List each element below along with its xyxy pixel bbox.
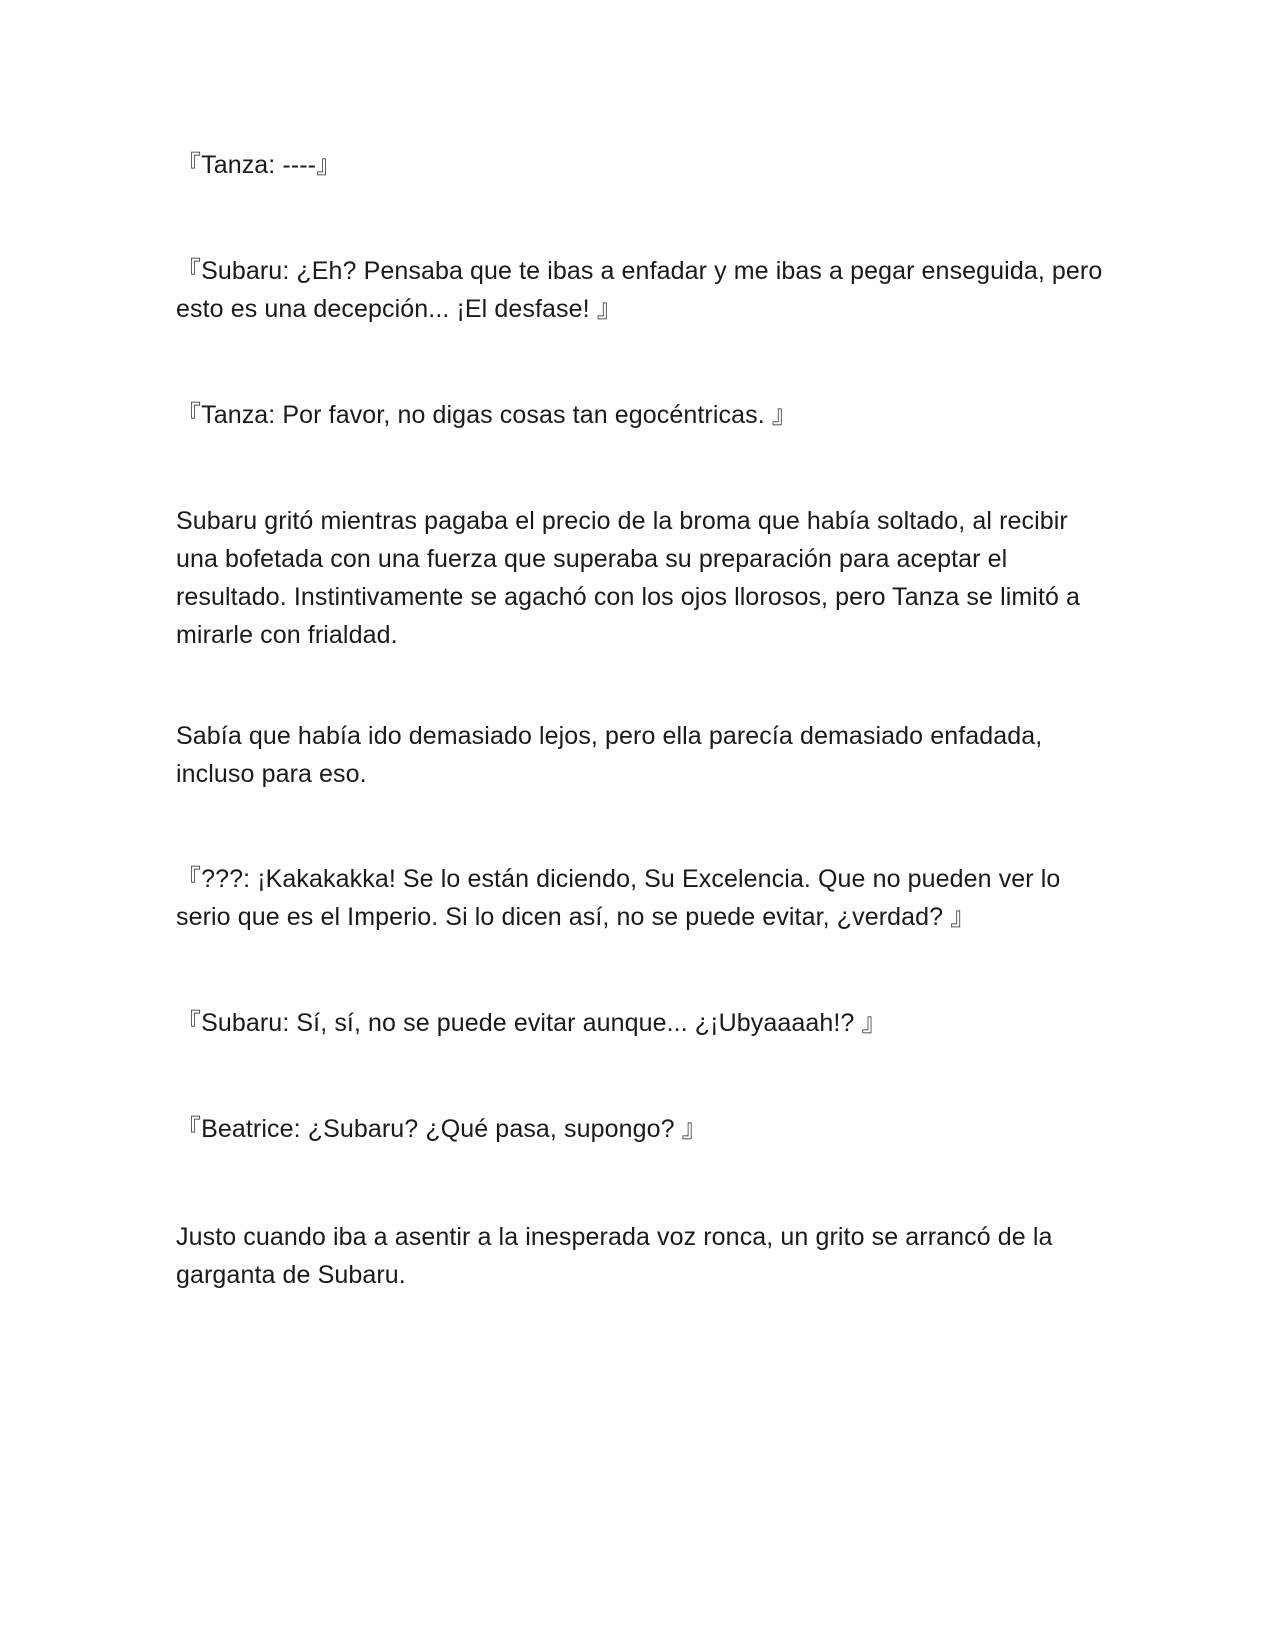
paragraph-unknown-speaker: 『???: ¡Kakakakka! Se lo están diciendo, Su Excelencia. Que no pueden ver lo serio que es el Imperio. Si lo dicen así, no se puede evitar, ¿verdad? 』 <box>176 865 1068 931</box>
paragraph-narration-2: Sabía que había ido demasiado lejos, pero ella parecía demasiado enfadada, incluso para eso. <box>176 722 1050 788</box>
paragraph-subaru-2: 『Subaru: Sí, sí, no se puede evitar aunque... ¿¡Ubyaaaah!? 』 <box>176 1009 887 1037</box>
paragraph-subaru-1: 『Subaru: ¿Eh? Pensaba que te ibas a enfadar y me ibas a pegar enseguida, pero esto es una decepción... ¡El desfase! 』 <box>176 257 1110 323</box>
paragraph-tanza-2: 『Tanza: Por favor, no digas cosas tan egocéntricas. 』 <box>176 401 797 429</box>
paragraph-narration-3: Justo cuando iba a asentir a la inesperada voz ronca, un grito se arrancó de la garganta de Subaru. <box>176 1223 1060 1289</box>
paragraph-narration-1: Subaru gritó mientras pagaba el precio de la broma que había soltado, al recibir una bofetada con una fuerza que superaba su preparación para aceptar el resultado. Instintivamente se agachó con los ojos llorosos, pero Tanza se limitó a mirarle con frialdad. <box>176 507 1088 649</box>
paragraph-tanza-1: 『Tanza: ----』 <box>176 151 342 179</box>
paragraph-beatrice: 『Beatrice: ¿Subaru? ¿Qué pasa, supongo? 』 <box>176 1115 707 1143</box>
